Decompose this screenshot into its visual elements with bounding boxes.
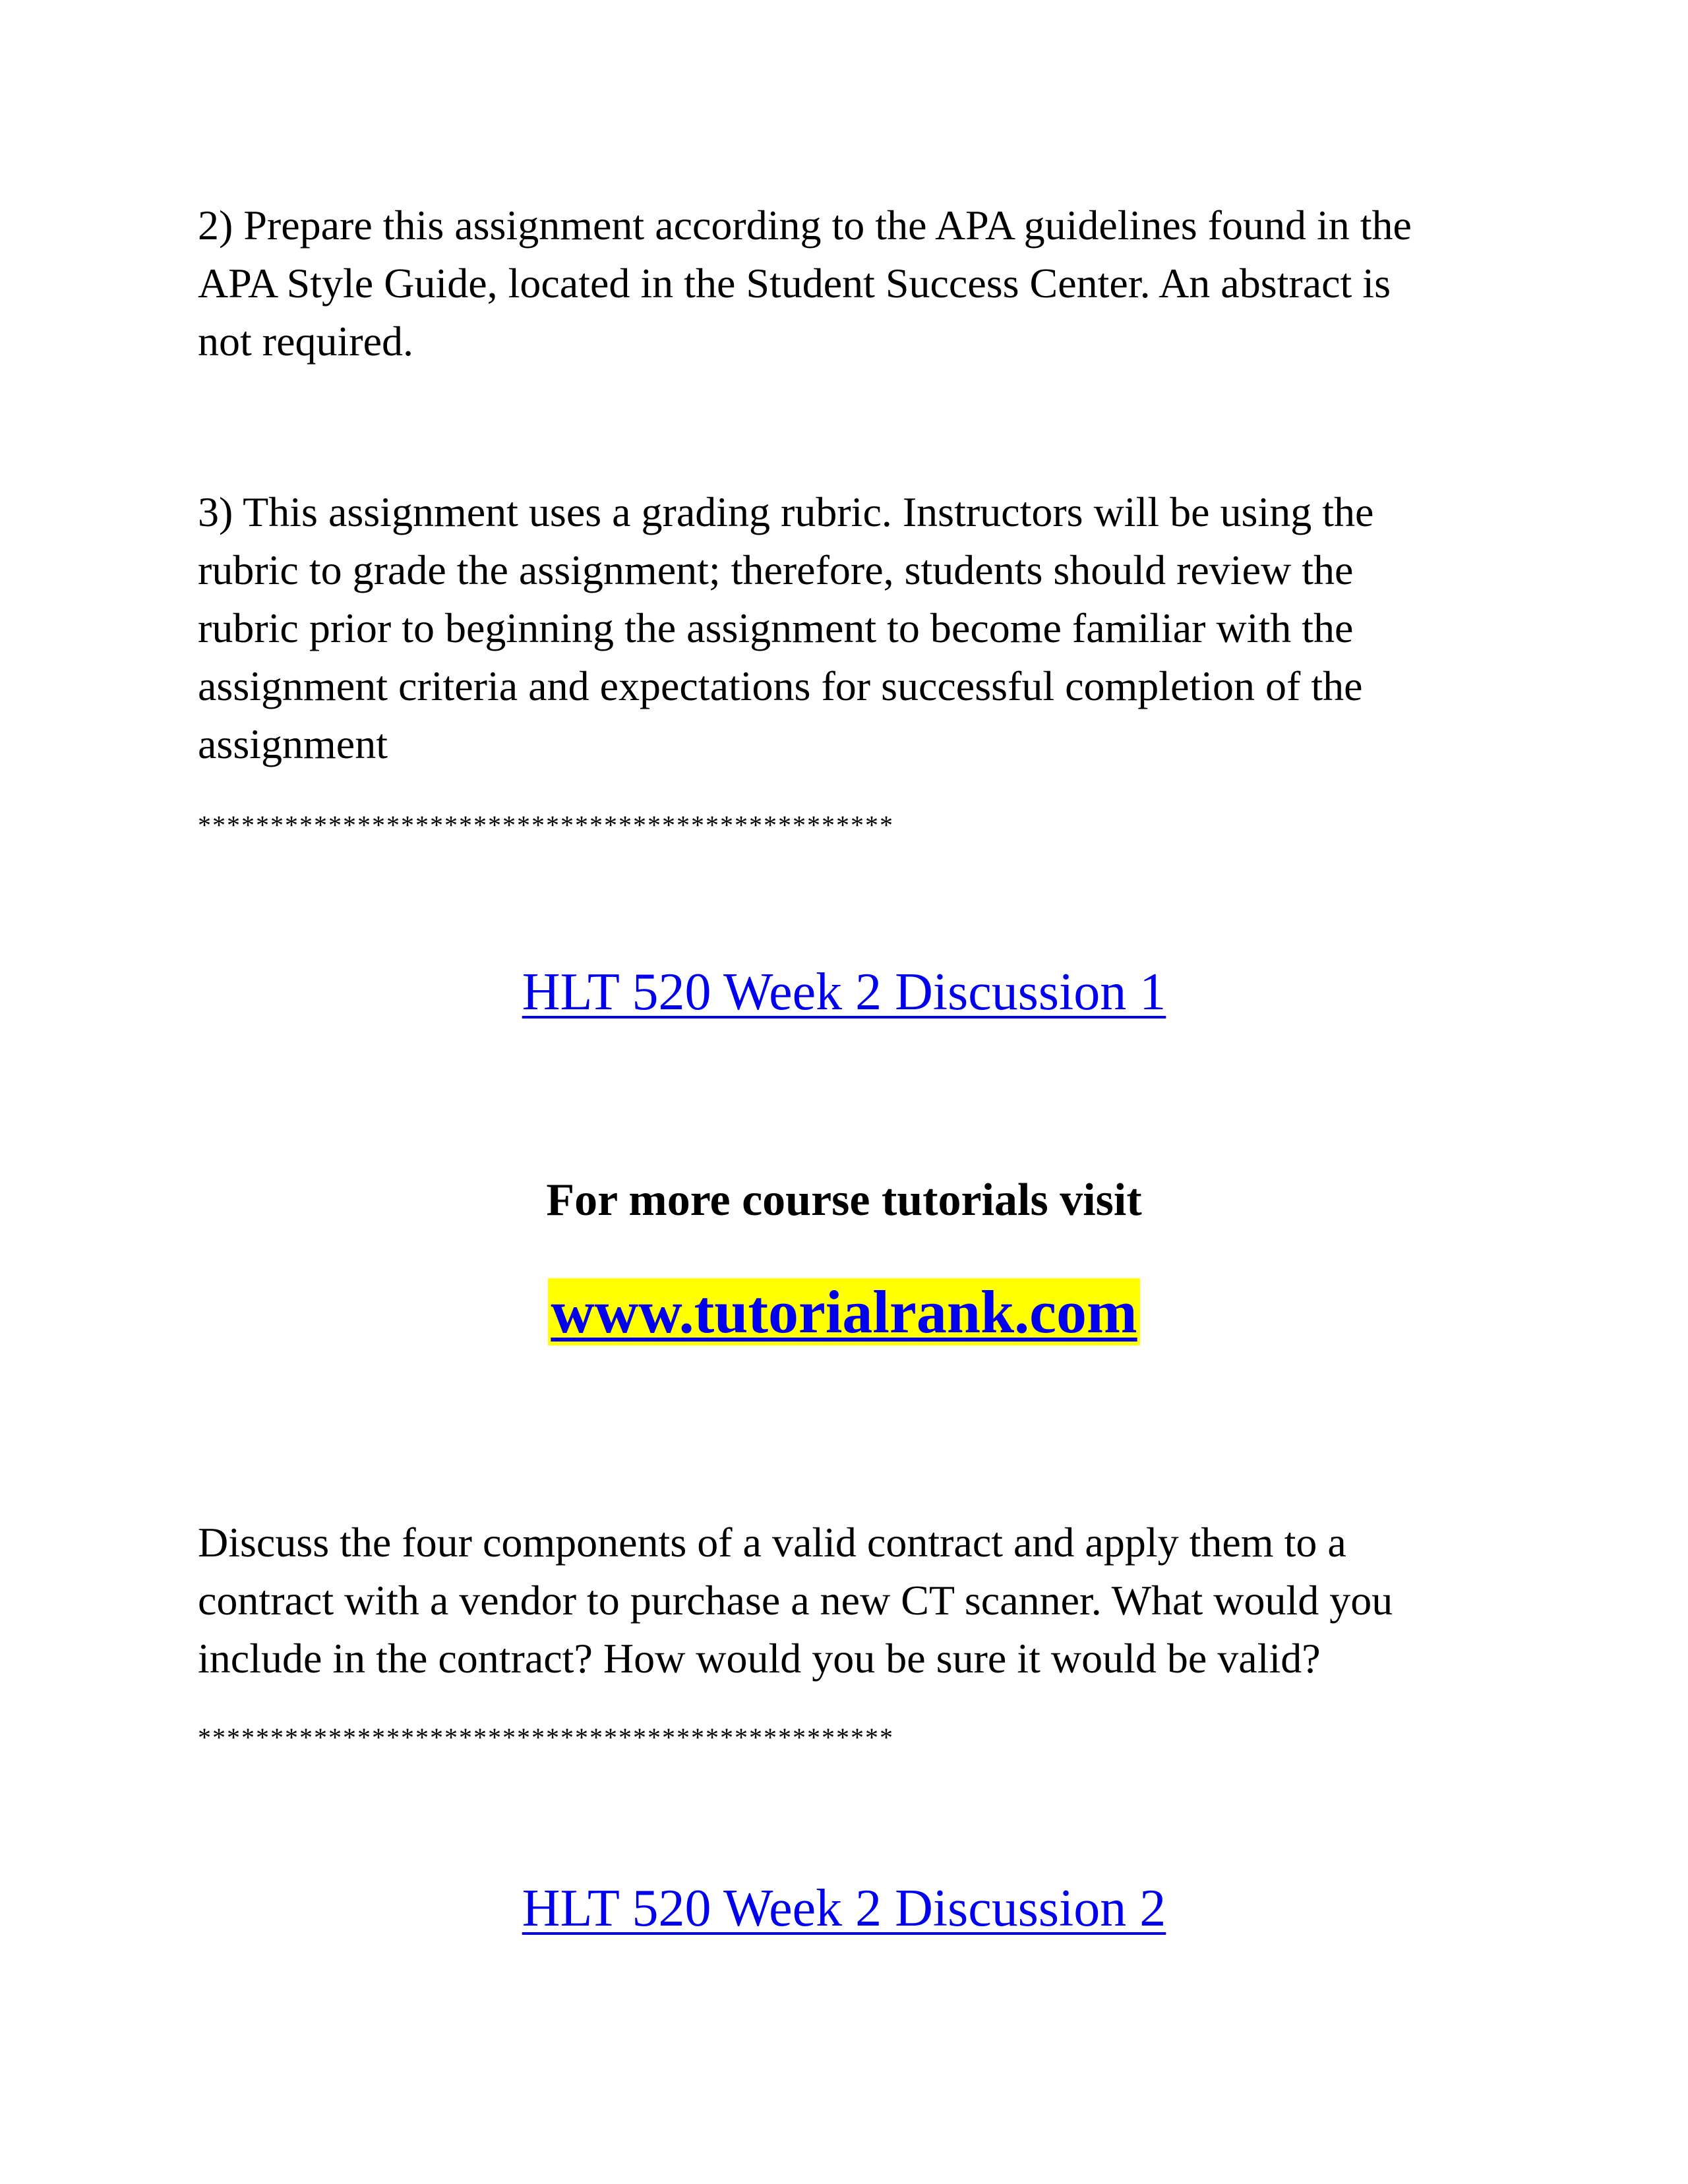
- separator-line-2: ************************************************: [198, 1723, 894, 1752]
- promo-text: For more course tutorials visit: [546, 1175, 1142, 1225]
- discussion-2-link[interactable]: HLT 520 Week 2 Discussion 2: [522, 1879, 1166, 1937]
- discussion-1-heading: [0, 959, 1688, 1025]
- discussion-2-heading: [0, 1875, 1688, 1941]
- site-heading: [0, 1276, 1688, 1348]
- separator-line-1: ************************************************: [198, 810, 894, 840]
- assignment-instruction-2: 2) Prepare this assignment according to the APA guidelines found in the APA Style Guide, located in the Student Success Center. An abstract is not required.: [198, 202, 1412, 365]
- discussion-1-link[interactable]: HLT 520 Week 2 Discussion 1: [522, 963, 1166, 1021]
- discussion-1-prompt: Discuss the four components of a valid contract and apply them to a contract with a vendor to purchase a new CT scanner. What would you include in the contract? How would you be sure it would be valid?: [198, 1519, 1393, 1682]
- assignment-instruction-3: 3) This assignment uses a grading rubric. Instructors will be using the rubric to grade the assignment; therefore, students should review the rubric prior to beginning the assignment to become familiar with the assignment criteria and expectations for successful completion of the assignment: [198, 488, 1374, 767]
- site-link[interactable]: www.tutorialrank.com: [548, 1278, 1139, 1345]
